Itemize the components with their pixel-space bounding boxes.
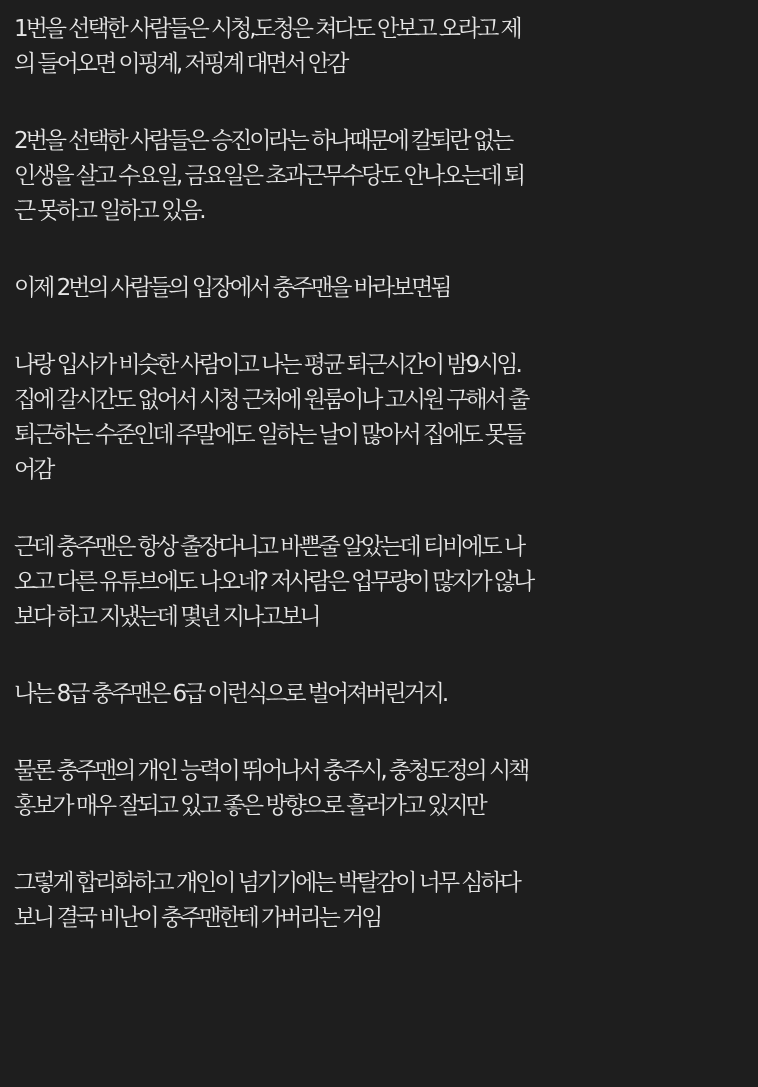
text-line: 나는 8급 충주맨은 6급 이런식으로 벌어져버린거지.: [14, 681, 447, 707]
text-line: 퇴근하는 수준인데 주말에도 일하는 날이 많아서 집에도 못들: [14, 422, 524, 448]
paragraph-8: [14, 866, 752, 936]
text-line: 물론 충주맨의 개인 능력이 뛰어나서 충주시, 충청도정의 시책: [14, 758, 528, 784]
text-line: 오고 다른 유튜브에도 나오네? 저사람은 업무량이 많지가 않나: [14, 569, 533, 595]
text-line: 홍보가 매우 잘되고 있고 좋은 방향으로 흘러가고 있지만: [14, 793, 485, 819]
text-line: 집에 갈시간도 없어서 시청 근처에 원룸이나 고시원 구해서 출: [14, 387, 528, 413]
text-line: 근데 충주맨은 항상 출장다니고 바쁜줄 알았는데 티비에도 나: [14, 534, 524, 560]
text-line: 1번을 선택한 사람들은 시청,도청은 쳐다도 안보고 오라고 제: [14, 16, 520, 42]
paragraph-3: [14, 271, 752, 306]
text-line: 인생을 살고 수요일, 금요일은 초과근무수당도 안나오는데 퇴: [14, 163, 524, 189]
paragraph-2: [14, 124, 752, 229]
text-line: 근 못하고 일하고 있음.: [14, 198, 204, 224]
paragraph-6: [14, 677, 752, 712]
paragraph-5: [14, 530, 752, 635]
paragraph-4: [14, 348, 752, 488]
paragraph-7: [14, 754, 752, 824]
text-line: 이제 2번의 사람들의 입장에서 충주맨을 바라보면됨: [14, 275, 450, 301]
text-line: 의 들어오면 이핑계, 저핑계 대면서 안감: [14, 51, 347, 77]
text-line: 나랑 입사가 비슷한 사람이고 나는 평균 퇴근시간이 밤9시임.: [14, 352, 520, 378]
text-line: 보니 결국 비난이 충주맨한테 가버리는 거임: [14, 905, 381, 931]
paragraph-1: [14, 12, 752, 82]
text-line: 보다 하고 지냈는데 몇년 지나고보니: [14, 604, 319, 630]
text-line: 그렇게 합리화하고 개인이 넘기기에는 박탈감이 너무 심하다: [14, 870, 519, 896]
post-body: [14, 12, 752, 978]
text-line: 어감: [14, 457, 53, 483]
text-line: 2번을 선택한 사람들은 승진이라는 하나때문에 칼퇴란 없는: [14, 128, 512, 154]
